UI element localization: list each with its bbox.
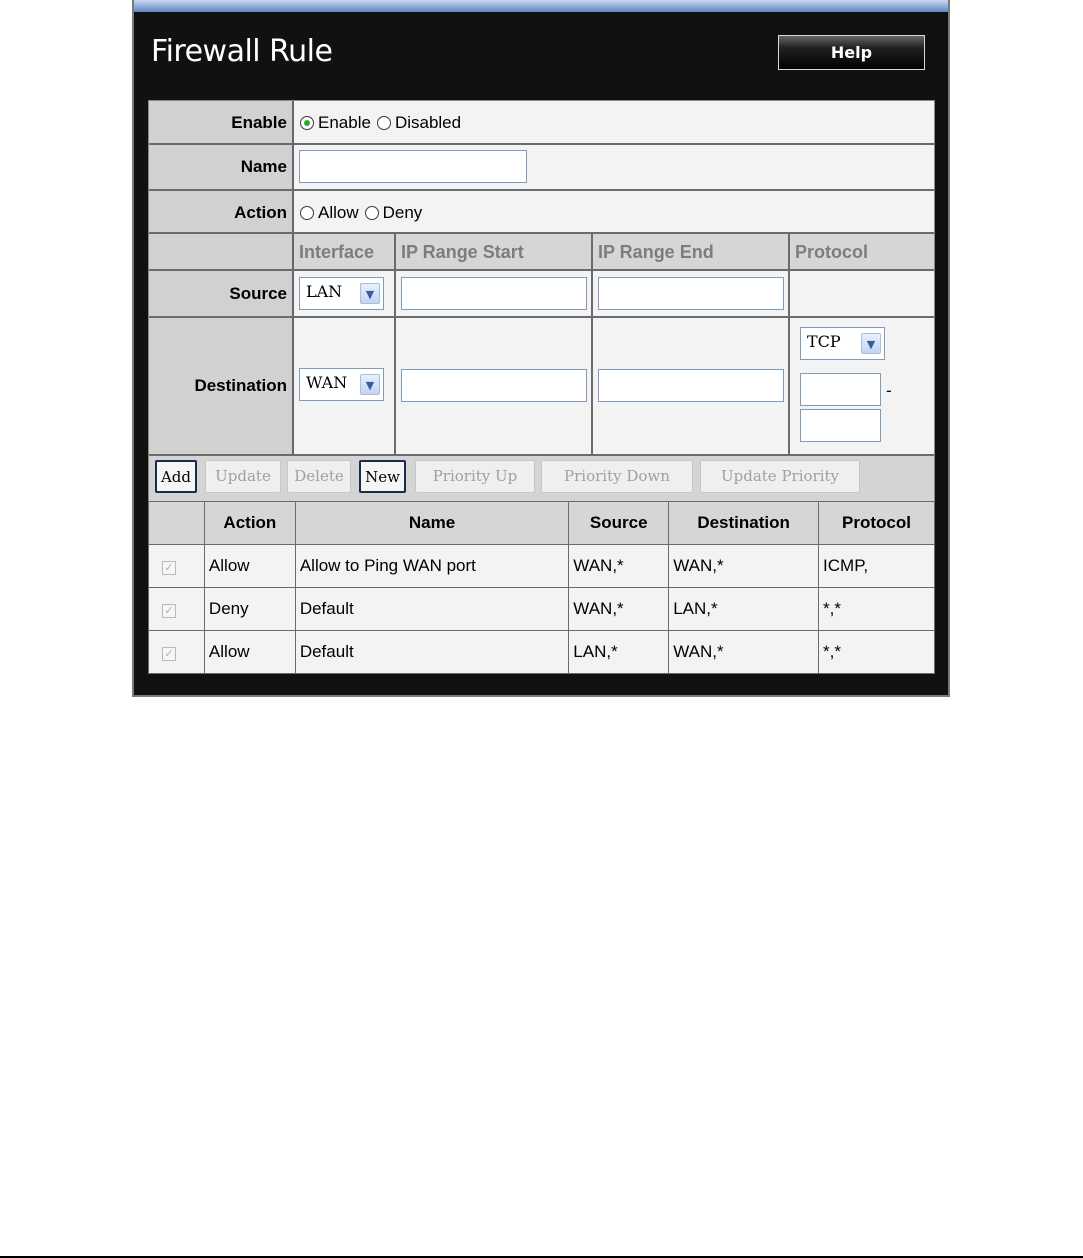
row-checkbox[interactable]: ✓ <box>162 647 176 661</box>
table-header-row <box>149 502 935 545</box>
page-title: Firewall Rule <box>151 34 333 69</box>
rule-action: Deny <box>204 588 295 631</box>
source-ip-end-input[interactable] <box>598 277 784 310</box>
allow-radio[interactable] <box>300 206 314 220</box>
row-checkbox[interactable]: ✓ <box>162 561 176 575</box>
source-column-header: Source <box>569 502 669 545</box>
disabled-radio-label: Disabled <box>394 112 462 132</box>
rule-name: Allow to Ping WAN port <box>295 545 568 588</box>
table-row[interactable] <box>149 545 935 588</box>
enable-label: Enable <box>149 101 294 144</box>
rule-action: Allow <box>204 545 295 588</box>
help-button[interactable]: Help <box>778 35 925 70</box>
port-range-separator: - <box>886 381 892 400</box>
rule-action: Allow <box>204 631 295 674</box>
name-column-header: Name <box>295 502 568 545</box>
chevron-down-icon: ▼ <box>360 374 380 395</box>
name-cell <box>294 145 934 189</box>
row-checkbox[interactable]: ✓ <box>162 604 176 618</box>
divider <box>149 454 934 456</box>
enable-radio-label: Enable <box>318 112 371 132</box>
new-button[interactable]: New <box>359 460 406 493</box>
destination-label: Destination <box>149 318 294 454</box>
divider <box>788 234 790 454</box>
priority-down-button[interactable]: Priority Down <box>541 460 693 493</box>
rule-protocol: *,* <box>819 631 935 674</box>
divider <box>591 234 593 454</box>
rule-destination: LAN,* <box>669 588 819 631</box>
rule-name: Default <box>295 631 568 674</box>
protocol-column-header: Protocol <box>790 234 934 270</box>
rule-source: LAN,* <box>569 631 669 674</box>
rule-name: Default <box>295 588 568 631</box>
blank-header-cell <box>149 234 294 270</box>
destination-column-header: Destination <box>669 502 819 545</box>
firewall-rules-table <box>148 501 935 674</box>
priority-up-button[interactable]: Priority Up <box>415 460 535 493</box>
allow-radio-label: Allow <box>318 202 359 222</box>
chevron-down-icon: ▼ <box>861 333 881 354</box>
table-row[interactable] <box>149 631 935 674</box>
source-label: Source <box>149 271 294 316</box>
source-ip-start-input[interactable] <box>401 277 587 310</box>
rule-protocol: ICMP, <box>819 545 935 588</box>
interface-column-header: Interface <box>294 234 394 270</box>
destination-row <box>294 318 934 454</box>
add-button[interactable]: Add <box>155 460 197 493</box>
ip-range-start-column-header: IP Range Start <box>396 234 591 270</box>
ip-range-end-column-header: IP Range End <box>593 234 788 270</box>
chevron-down-icon: ▼ <box>360 283 380 304</box>
rule-source: WAN,* <box>569 545 669 588</box>
destination-interface-select[interactable]: WAN ▼ <box>299 368 384 401</box>
port-end-input[interactable] <box>800 409 881 442</box>
rule-destination: WAN,* <box>669 631 819 674</box>
source-interface-select[interactable]: LAN ▼ <box>299 277 384 310</box>
update-button[interactable]: Update <box>205 460 281 493</box>
rule-destination: WAN,* <box>669 545 819 588</box>
action-label: Action <box>149 191 294 234</box>
update-priority-button[interactable]: Update Priority <box>700 460 860 493</box>
disabled-radio[interactable] <box>377 116 391 130</box>
name-label: Name <box>149 145 294 189</box>
deny-radio-label: Deny <box>382 202 423 222</box>
rule-protocol: *,* <box>819 588 935 631</box>
deny-radio[interactable] <box>365 206 379 220</box>
table-row[interactable] <box>149 588 935 631</box>
source-row <box>294 271 934 316</box>
enable-radio[interactable] <box>300 116 314 130</box>
port-start-input[interactable] <box>800 373 881 406</box>
window-top-bar <box>134 0 948 12</box>
divider <box>394 234 396 454</box>
protocol-column-header: Protocol <box>819 502 935 545</box>
destination-ip-end-input[interactable] <box>598 369 784 402</box>
enable-radio-group <box>294 101 934 144</box>
select-column-header <box>149 502 205 545</box>
rule-source: WAN,* <box>569 588 669 631</box>
destination-ip-start-input[interactable] <box>401 369 587 402</box>
action-radio-group <box>294 191 934 234</box>
name-input[interactable] <box>299 150 527 183</box>
protocol-select[interactable]: TCP ▼ <box>800 327 885 360</box>
delete-button[interactable]: Delete <box>287 460 351 493</box>
action-column-header: Action <box>204 502 295 545</box>
